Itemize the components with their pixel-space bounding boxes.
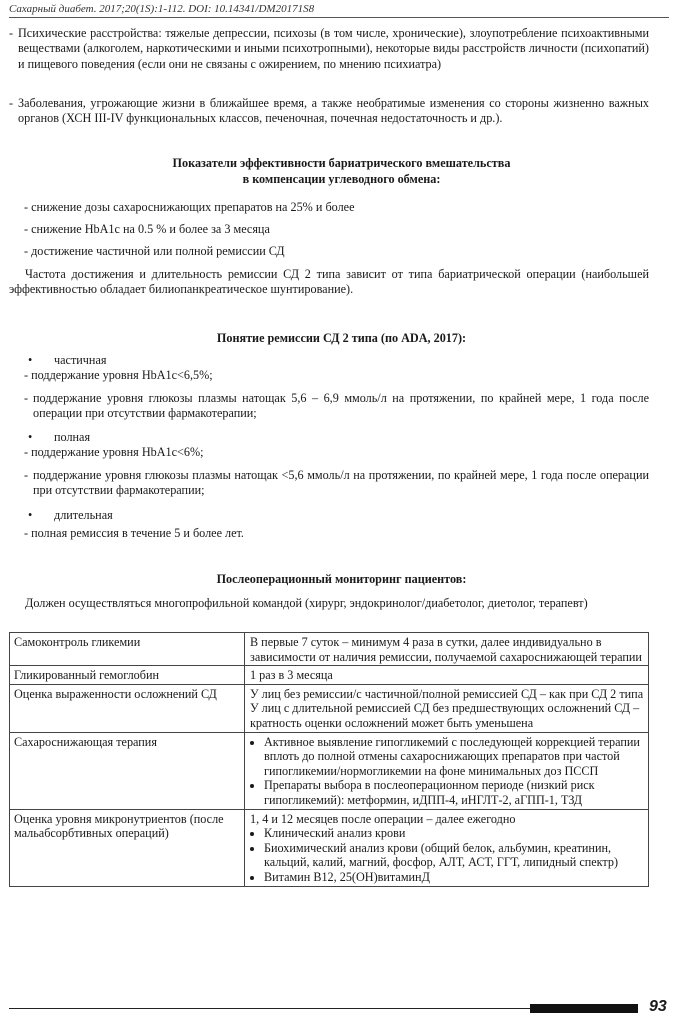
long-remission-label: длительная xyxy=(54,508,113,522)
partial-hba1c: - поддержание уровня HbA1c<6,5%; xyxy=(24,368,213,382)
full-glucose-item: - поддержание уровня глюкозы плазмы натощак <5,6 ммоль/л на протяжении, по крайней мере, 1 года после операции при отсутствии фармакотерапии; xyxy=(24,468,649,498)
partial-remission-label: частичная xyxy=(54,353,107,367)
contraindication-item xyxy=(9,96,649,127)
list-item: • Препараты выбора в послеоперационном периоде (низкий риск гипогликемий): метформин, иДПП-4, иНГЛТ-2, аГПП-1, ТЗД xyxy=(264,778,644,807)
list-item: • Активное выявление гипогликемий с последующей коррекцией терапии вплоть до полной отмены сахароснижающих препаратов при частой гипогликемии/нормогликемии на фоне минимальных доз ПССП xyxy=(264,735,644,779)
full-remission-label: полная xyxy=(54,430,91,444)
table-row xyxy=(10,809,649,886)
row-label: Самоконтроль гликемии xyxy=(10,633,245,666)
partial-glucose-item: - поддержание уровня глюкозы плазмы натощак 5,6 – 6,9 ммоль/л на протяжении, по крайней мере, 1 года после операции при отсутствии фармакотерапии; xyxy=(24,391,649,421)
partial-glucose: поддержание уровня глюкозы плазмы натощак 5,6 – 6,9 ммоль/л на протяжении, по крайней мере, 1 года после операции при отсутствии фармакотерапии; xyxy=(33,391,649,421)
dash-marker: - xyxy=(9,96,14,110)
row-value: 1 раз в 3 месяца xyxy=(245,666,649,685)
row-value: В первые 7 суток – минимум 4 раза в сутки, далее индивидуально в зависимости от наличия ремиссии, получаемой сахароснижающей терапии xyxy=(245,633,649,666)
full-glucose: поддержание уровня глюкозы плазмы натощак <5,6 ммоль/л на протяжении, по крайней мере, 1 года после операции при отсутствии фармакотерапии; xyxy=(33,468,649,498)
row-value xyxy=(245,809,649,886)
page-number: 93 xyxy=(649,998,667,1015)
contraindication-text: Психические расстройства: тяжелые депрессии, психозы (в том числе, хронические), злоупотребление психоактивными веществами (алкоголем, наркотическими и иными психотропными), некоторые виды расстройств личности (психопатий) и пищевого поведения (если они не связаны с ожирением, по мнению психиатра) xyxy=(18,26,649,71)
table-row xyxy=(10,684,649,732)
bullet-list xyxy=(250,826,644,884)
row-paragraph: У лиц с длительной ремиссией СД без предшествующих осложнений СД – кратность оценки осложнений может быть уменьшена xyxy=(250,701,640,730)
contraindication-text: Заболевания, угрожающие жизни в ближайшее время, а также необратимые изменения со стороны жизненно важных органов (ХСН III-IV функциональных классов, печеночная, почечная недостаточность и др.). xyxy=(18,96,649,126)
footer-divider xyxy=(9,1008,539,1009)
full-hba1c: - поддержание уровня HbA1c<6%; xyxy=(24,445,204,459)
monitoring-table xyxy=(9,632,649,887)
row-paragraph: У лиц без ремиссии/с частичной/полной ремиссией СД – как при СД 2 типа xyxy=(250,686,644,701)
efficacy-heading-line1: Показатели эффективности бариатрического вмешательства xyxy=(172,156,511,170)
header-divider xyxy=(9,17,669,18)
long-remission-text: - полная ремиссия в течение 5 и более лет. xyxy=(24,526,244,540)
table-row xyxy=(10,633,649,666)
row-label: Сахароснижающая терапия xyxy=(10,732,245,809)
dash-marker: - xyxy=(9,26,14,40)
bullet-icon: • xyxy=(28,508,33,522)
remission-heading: Понятие ремиссии СД 2 типа (по ADA, 2017): xyxy=(216,331,467,345)
row-paragraph: 1, 4 и 12 месяцев после операции – далее ежегодно xyxy=(250,811,516,826)
remission-frequency-paragraph: Частота достижения и длительность ремиссии СД 2 типа зависит от типа бариатрической операции (наибольшей эффективностью обладает билиопанкреатическое шунтирование). xyxy=(9,267,649,297)
efficacy-heading-line2: в компенсации углеводного обмена: xyxy=(242,172,441,186)
row-label: Оценка уровня микронутриентов (после мальабсорбтивных операций) xyxy=(10,809,245,886)
efficacy-item: - снижение HbA1c на 0.5 % и более за 3 месяца xyxy=(24,222,270,236)
list-item: • Биохимический анализ крови (общий белок, альбумин, креатинин, кальций, калий, магний, фосфор, АЛТ, АСТ, ГГТ, липидный спектр) xyxy=(264,841,644,870)
bullet-icon: • xyxy=(28,353,33,367)
footer-bar xyxy=(530,1004,638,1013)
efficacy-item: - снижение дозы сахароснижающих препаратов на 25% и более xyxy=(24,200,355,214)
bullet-icon: • xyxy=(28,430,33,444)
monitoring-intro: Должен осуществляться многопрофильной командой (хирург, эндокринолог/диабетолог, диетолог, терапевт) xyxy=(25,596,588,610)
journal-citation: Сахарный диабет. 2017;20(1S):1-112. DOI: 10.14341/DM20171S8 xyxy=(9,3,315,15)
table-row xyxy=(10,666,649,685)
list-item: • Клинический анализ крови xyxy=(264,826,644,841)
list-item: • Витамин В12, 25(ОН)витаминД xyxy=(264,870,644,885)
efficacy-item: - достижение частичной или полной ремиссии СД xyxy=(24,244,285,258)
monitoring-heading: Послеоперационный мониторинг пациентов: xyxy=(216,572,467,586)
table-row xyxy=(10,732,649,809)
row-label: Оценка выраженности осложнений СД xyxy=(10,684,245,732)
row-value xyxy=(245,732,649,809)
row-label: Гликированный гемоглобин xyxy=(10,666,245,685)
row-value xyxy=(245,684,649,732)
contraindication-item xyxy=(9,26,649,72)
bullet-list xyxy=(250,735,644,808)
